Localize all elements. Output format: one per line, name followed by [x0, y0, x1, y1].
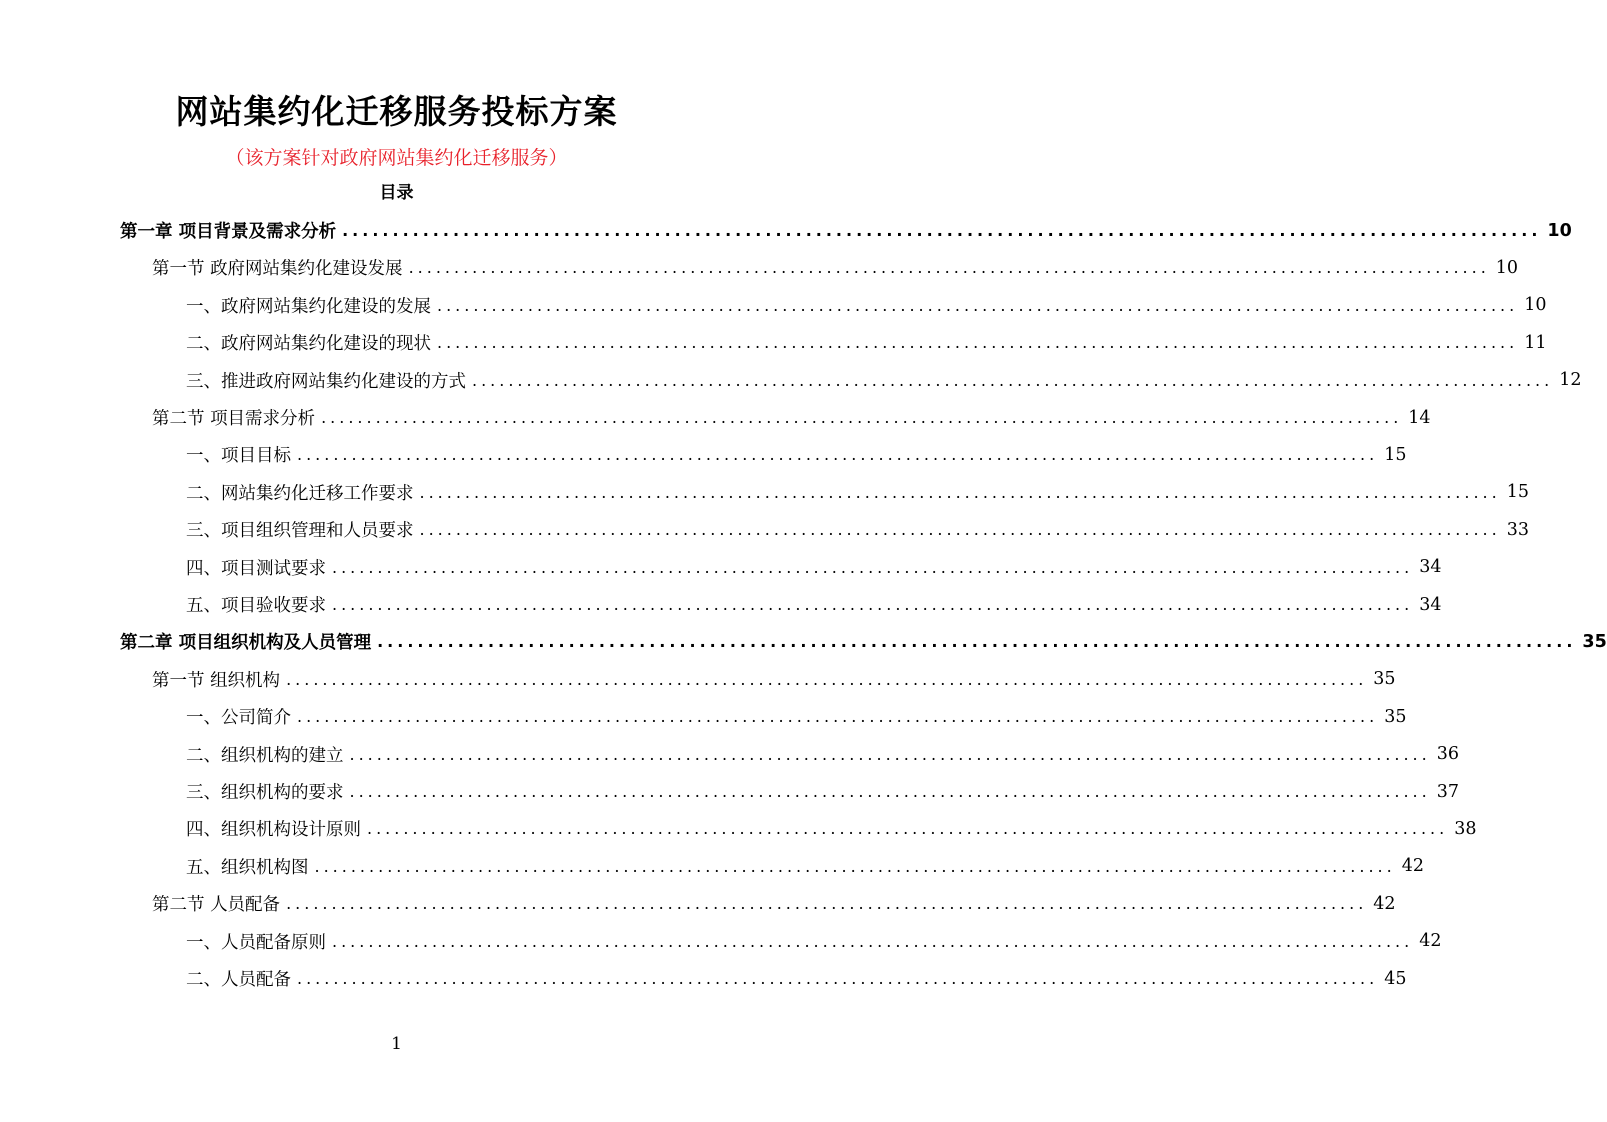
- toc-entry-label: 一、政府网站集约化建设的发展: [186, 296, 431, 317]
- toc-entry[interactable]: [186, 773, 1460, 810]
- toc-heading: 目录: [379, 183, 414, 203]
- toc-entry-page: 12: [1559, 370, 1582, 391]
- toc-entry[interactable]: [152, 249, 1519, 286]
- toc-dot-leader: .......................................................................................................................: [297, 707, 1379, 727]
- toc-dot-leader: .......................................................................................................................: [419, 482, 1501, 502]
- toc-entry-label: 二、网站集约化迁移工作要求: [186, 483, 414, 504]
- toc-entry-page: 38: [1454, 818, 1477, 839]
- toc-entry-page: 35: [1384, 706, 1407, 727]
- toc-entry[interactable]: [186, 698, 1407, 735]
- toc-entry-label: 第一节 政府网站集约化建设发展: [152, 259, 403, 280]
- toc-entry-page: 42: [1373, 893, 1396, 914]
- toc-entry[interactable]: [186, 810, 1477, 847]
- toc-entry-label: 第一章 项目背景及需求分析: [120, 222, 337, 242]
- toc-dot-leader: .......................................................................................................................: [437, 333, 1519, 353]
- toc-entry-page: 36: [1436, 744, 1460, 765]
- toc-entry-label: 第二节 人员配备: [152, 895, 281, 916]
- toc-entry[interactable]: [186, 549, 1442, 586]
- toc-entry-page: 14: [1408, 407, 1431, 428]
- toc-entry-label: 一、项目目标: [186, 446, 291, 467]
- toc-entry-page: 10: [1495, 257, 1519, 278]
- toc-entry-label: 二、政府网站集约化建设的现状: [186, 334, 431, 355]
- toc-entry-label: 第一节 组织机构: [152, 670, 281, 691]
- toc-dot-leader: .......................................................................................................................: [367, 819, 1449, 839]
- toc-entry[interactable]: [120, 212, 1572, 249]
- toc-entry[interactable]: [186, 287, 1547, 324]
- toc-entry-page: 10: [1524, 295, 1547, 316]
- toc-entry[interactable]: [186, 960, 1407, 997]
- toc-entry[interactable]: [186, 324, 1547, 361]
- toc-entry-page: 11: [1524, 332, 1547, 353]
- toc-entry[interactable]: [186, 848, 1425, 885]
- toc-entry-label: 三、组织机构的要求: [186, 783, 344, 803]
- toc-entry[interactable]: [120, 623, 1607, 660]
- toc-entry-label: 五、项目验收要求: [186, 596, 326, 616]
- toc-entry-label: 三、推进政府网站集约化建设的方式: [186, 371, 466, 392]
- toc-entry-page: 15: [1506, 482, 1530, 503]
- toc-dot-leader: .......................................................................................................................: [349, 744, 1431, 764]
- toc-entry-label: 二、组织机构的建立: [186, 745, 344, 766]
- toc-entry-label: 一、公司简介: [186, 708, 291, 729]
- toc-dot-leader: .......................................................................................................................: [377, 632, 1577, 652]
- toc-entry-page: 15: [1384, 444, 1407, 465]
- toc-entry-label: 五、组织机构图: [186, 857, 309, 878]
- toc-entry-page: 10: [1547, 220, 1572, 241]
- toc-entry-page: 35: [1373, 669, 1396, 690]
- toc-dot-leader: .......................................................................................................................: [321, 408, 1403, 427]
- document-title: 网站集约化迁移服务投标方案: [175, 92, 618, 131]
- toc-entry-page: 34: [1419, 557, 1442, 578]
- toc-entry[interactable]: [186, 923, 1442, 960]
- toc-dot-leader: .......................................................................................................................: [297, 969, 1379, 988]
- toc-entry-label: 一、人员配备原则: [186, 932, 326, 953]
- toc-dot-leader: .......................................................................................................................: [342, 221, 1542, 240]
- toc-entry-label: 四、项目测试要求: [186, 558, 326, 579]
- toc-entry-label: 第二节 项目需求分析: [152, 409, 316, 429]
- toc-dot-leader: .......................................................................................................................: [332, 931, 1414, 951]
- toc-entry[interactable]: [186, 362, 1582, 399]
- toc-entry[interactable]: [186, 586, 1442, 623]
- toc-dot-leader: .......................................................................................................................: [419, 520, 1501, 540]
- toc-entry-page: 33: [1506, 519, 1530, 540]
- toc-dot-leader: .......................................................................................................................: [437, 295, 1519, 315]
- toc-dot-leader: .......................................................................................................................: [314, 856, 1396, 876]
- toc-entry[interactable]: [186, 436, 1407, 473]
- toc-entry-page: 35: [1582, 631, 1607, 652]
- toc-entry-label: 三、项目组织管理和人员要求: [186, 521, 414, 542]
- toc-entry-page: 42: [1401, 856, 1425, 877]
- toc-entry[interactable]: [186, 736, 1460, 773]
- page-number: 1: [391, 1034, 402, 1054]
- toc-entry-label: 第二章 项目组织机构及人员管理: [120, 633, 372, 654]
- toc-entry-page: 37: [1436, 781, 1460, 802]
- toc-dot-leader: .......................................................................................................................: [332, 595, 1414, 614]
- toc-entry[interactable]: [152, 661, 1396, 698]
- toc-entry-page: 42: [1419, 931, 1442, 952]
- toc-dot-leader: .......................................................................................................................: [472, 370, 1554, 390]
- toc-dot-leader: .......................................................................................................................: [286, 894, 1368, 914]
- toc-dot-leader: .......................................................................................................................: [332, 557, 1414, 577]
- toc-dot-leader: .......................................................................................................................: [408, 258, 1490, 278]
- toc-entry-page: 45: [1384, 968, 1407, 989]
- toc-entry[interactable]: [152, 885, 1396, 922]
- toc-entry[interactable]: [152, 399, 1431, 436]
- toc-entry[interactable]: [186, 511, 1530, 548]
- toc-entry-page: 34: [1419, 594, 1442, 615]
- toc-entry-label: 四、组织机构设计原则: [186, 820, 361, 841]
- toc-dot-leader: .......................................................................................................................: [349, 782, 1431, 801]
- document-subtitle: （该方案针对政府网站集约化迁移服务）: [225, 147, 568, 169]
- toc-dot-leader: .......................................................................................................................: [286, 669, 1368, 689]
- toc-dot-leader: .......................................................................................................................: [297, 445, 1379, 465]
- toc-entry-label: 二、人员配备: [186, 970, 291, 990]
- toc-entry[interactable]: [186, 474, 1530, 511]
